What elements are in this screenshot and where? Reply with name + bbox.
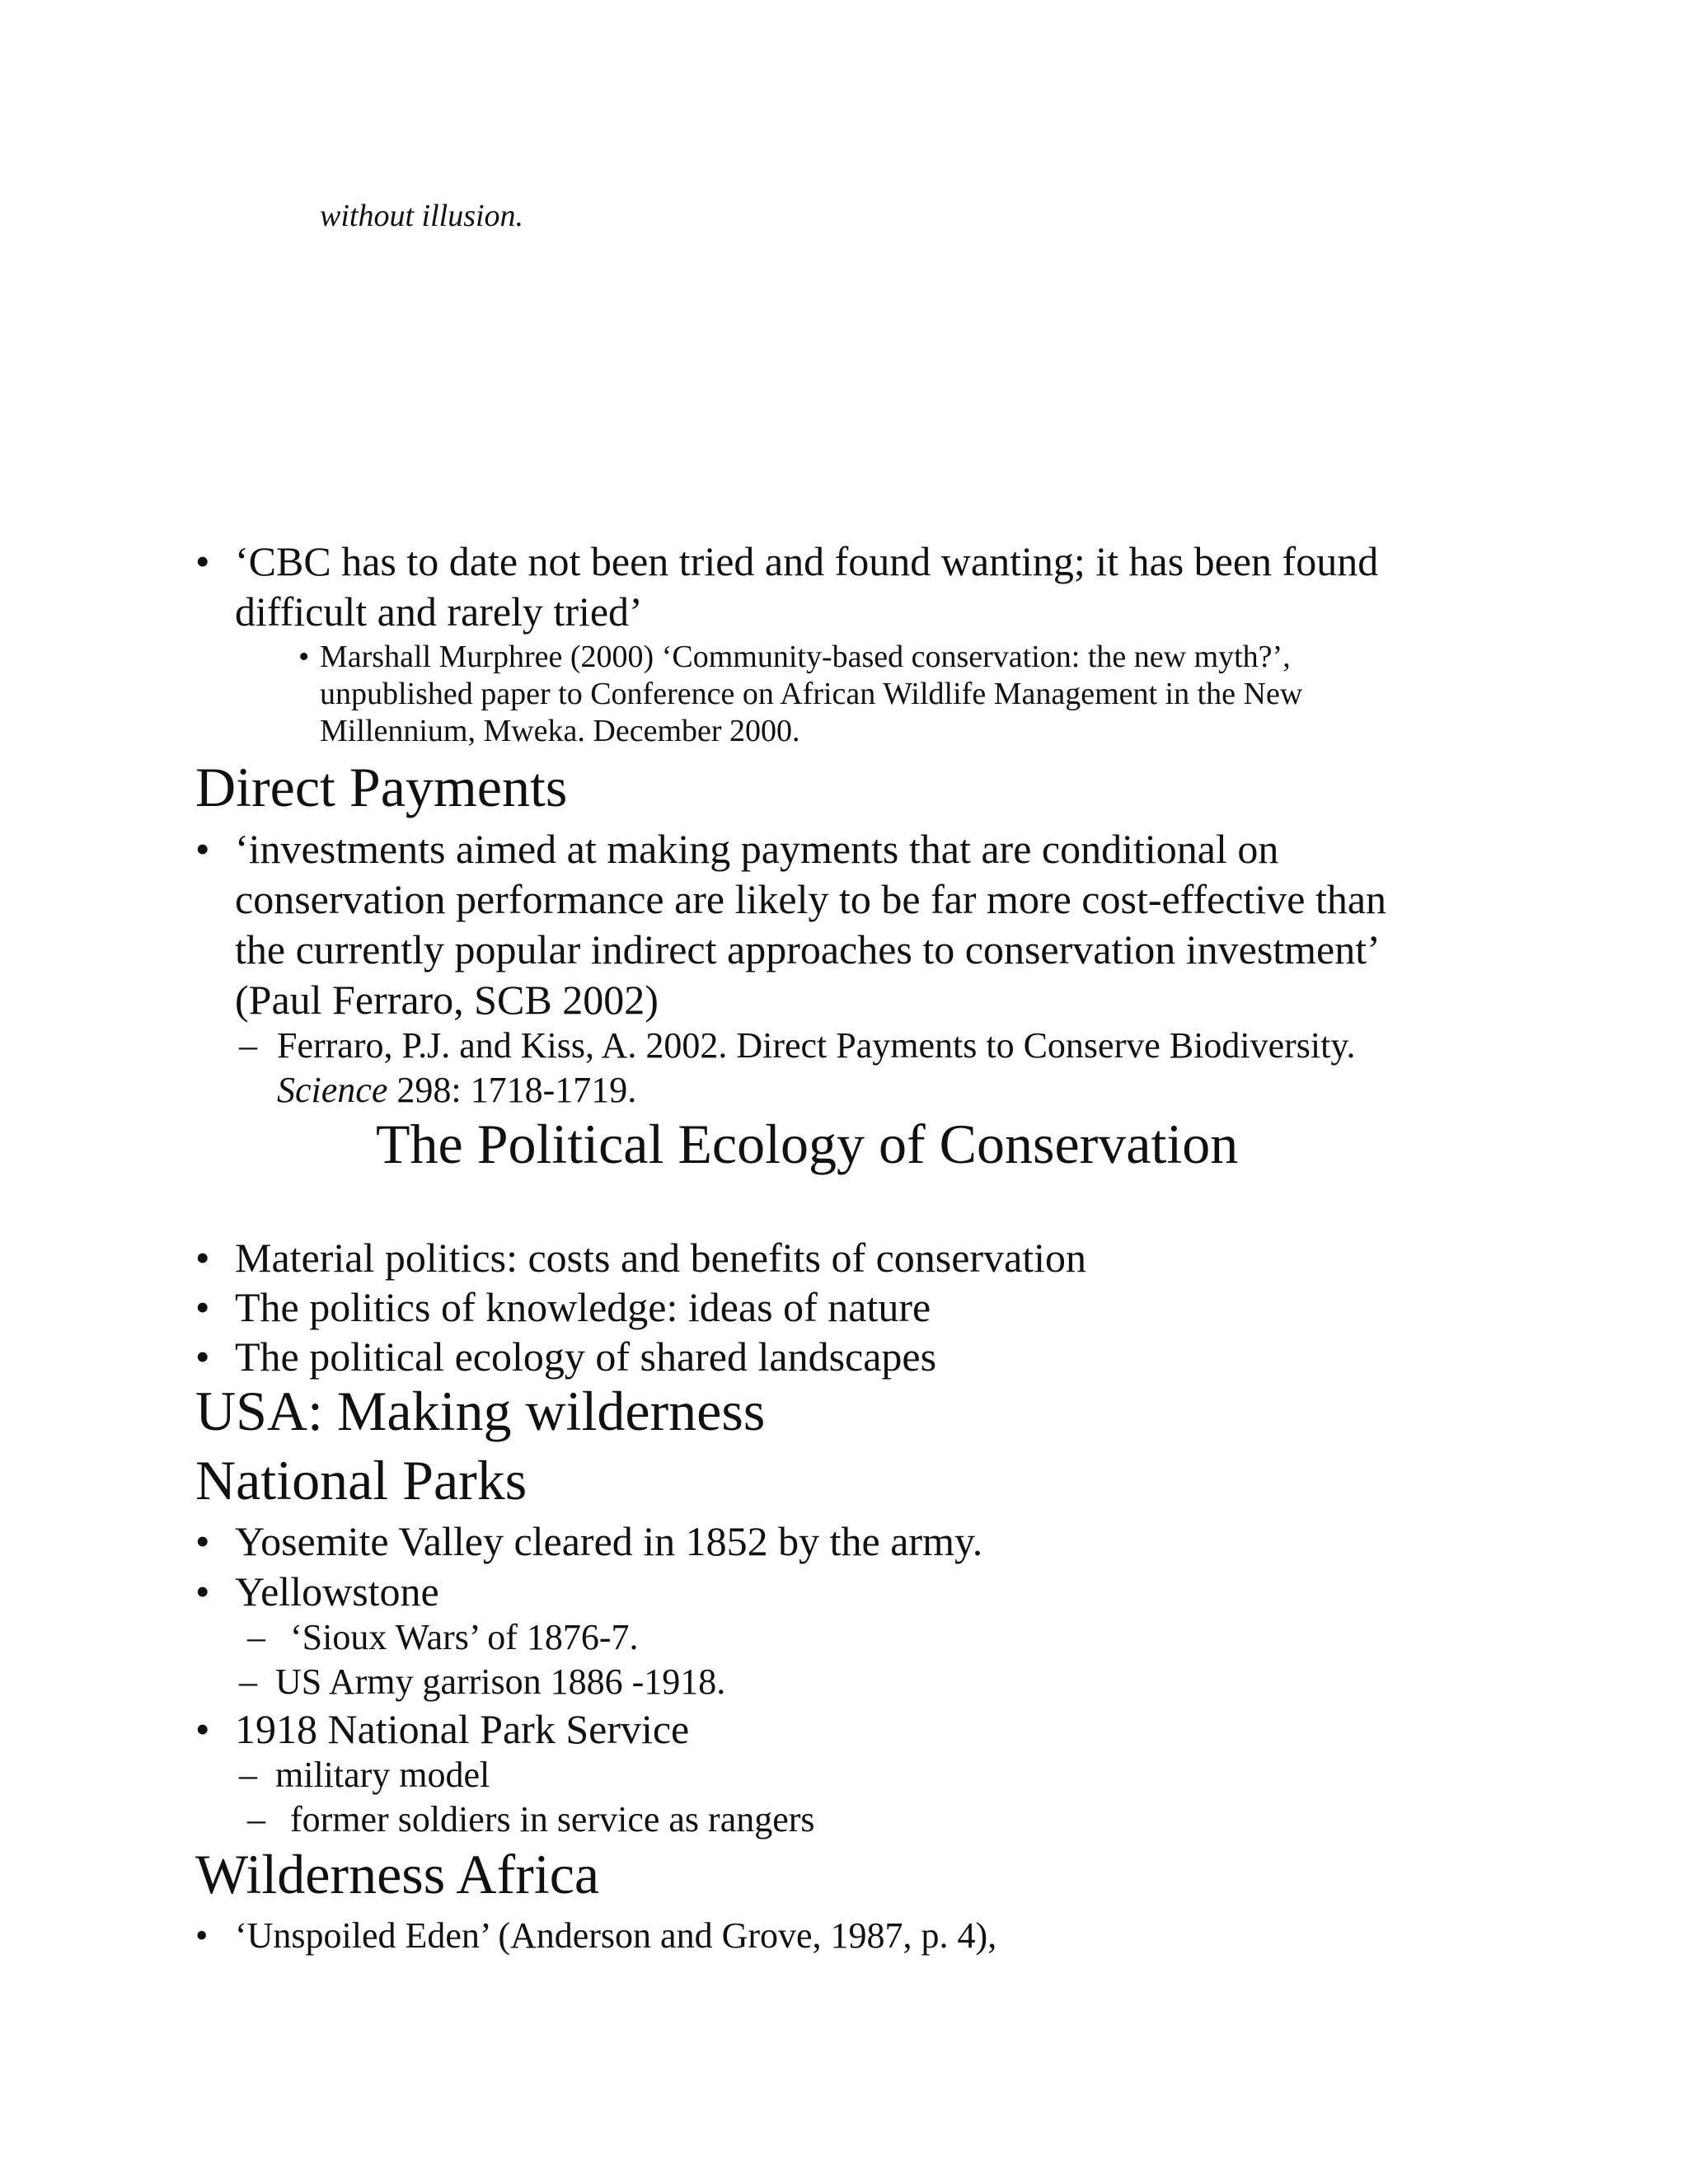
sub-item: former soldiers in service as rangers [290, 1799, 815, 1840]
bullet-symbol: • [195, 1706, 210, 1752]
list-item: Yellowstone [235, 1568, 439, 1615]
dash-symbol: – [247, 1799, 265, 1840]
dash-symbol: – [239, 1025, 257, 1066]
citation-line: unpublished paper to Conference on African Wildlife Management in the New [320, 677, 1303, 711]
quote-line: conservation performance are likely to be far more cost-effective than [235, 876, 1387, 922]
section-heading: Wilderness Africa [195, 1843, 600, 1905]
section-heading-centered: The Political Ecology of Conservation [376, 1113, 1239, 1175]
bullet-symbol: • [195, 538, 210, 584]
quote-line: the currently popular indirect approaches to conservation investment’ [235, 926, 1381, 972]
bullet-symbol: • [195, 1568, 210, 1615]
bullet-symbol: • [195, 1235, 210, 1281]
list-item: The politics of knowledge: ideas of nature [235, 1284, 931, 1330]
sub-item: military model [275, 1755, 490, 1795]
list-item: 1918 National Park Service [235, 1706, 690, 1752]
bullet-symbol: • [298, 640, 310, 674]
bullet-symbol: • [195, 1518, 210, 1564]
cbc-quote-line: difficult and rarely tried’ [235, 588, 643, 635]
sub-item: US Army garrison 1886 -1918. [275, 1661, 726, 1702]
list-item: Yosemite Valley cleared in 1852 by the army. [235, 1518, 983, 1564]
citation-line: Millennium, Mweka. December 2000. [320, 714, 800, 748]
section-heading: Direct Payments [195, 756, 568, 818]
list-item: ‘Unspoiled Eden’ (Anderson and Grove, 1987, p. 4), [235, 1915, 997, 1956]
reference-volume: 298: 1718-1719. [387, 1070, 637, 1110]
citation-line: Marshall Murphree (2000) ‘Community-based conservation: the new myth?’, [320, 640, 1291, 674]
quote-line: ‘investments aimed at making payments that are conditional on [235, 826, 1279, 872]
cbc-quote-line: ‘CBC has to date not been tried and found wanting; it has been found [235, 538, 1379, 584]
dash-symbol: – [239, 1755, 257, 1795]
bullet-symbol: • [195, 826, 210, 872]
section-heading: National Parks [195, 1449, 528, 1511]
bullet-symbol: • [195, 1333, 210, 1380]
quote-line: (Paul Ferraro, SCB 2002) [235, 977, 659, 1023]
list-item: The political ecology of shared landscapes [235, 1333, 937, 1380]
sub-item: ‘Sioux Wars’ of 1876-7. [290, 1617, 639, 1657]
top-fragment: without illusion. [320, 199, 524, 233]
journal-name: Science [277, 1070, 388, 1110]
list-item: Material politics: costs and benefits of conservation [235, 1235, 1087, 1281]
reference-line [277, 1072, 636, 1108]
bullet-symbol: • [195, 1284, 210, 1330]
dash-symbol: – [239, 1661, 257, 1702]
dash-symbol: – [247, 1617, 265, 1657]
reference-line: Ferraro, P.J. and Kiss, A. 2002. Direct Payments to Conserve Biodiversity. [277, 1025, 1356, 1066]
bullet-symbol: • [195, 1915, 209, 1956]
section-heading: USA: Making wilderness [195, 1380, 766, 1442]
